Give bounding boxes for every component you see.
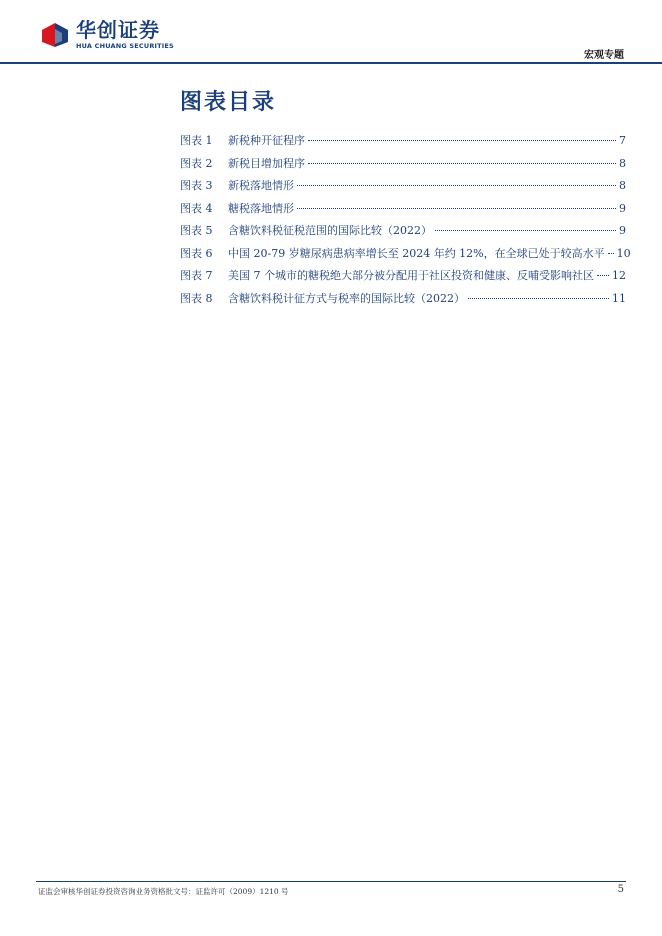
toc-item-text: 新税种开征程序 bbox=[228, 134, 305, 147]
toc-item-page: 8 bbox=[619, 179, 626, 192]
toc-item-label: 图表 8 bbox=[180, 291, 213, 305]
toc-item-page: 9 bbox=[619, 224, 626, 237]
toc-item[interactable] bbox=[180, 155, 626, 178]
toc-item-page: 9 bbox=[619, 201, 626, 215]
toc-item-page: 11 bbox=[612, 291, 626, 305]
toc-item-label: 图表 1 bbox=[180, 134, 213, 147]
toc-item-text: 新税目增加程序 bbox=[228, 156, 305, 170]
toc-item[interactable] bbox=[180, 132, 626, 155]
toc-item[interactable] bbox=[180, 177, 626, 200]
toc-leader bbox=[297, 185, 616, 186]
toc-item-label: 图表 2 bbox=[180, 156, 213, 170]
toc-item-page: 8 bbox=[619, 156, 626, 170]
toc-leader bbox=[608, 253, 614, 254]
toc-item-text: 含糖饮料税征税范围的国际比较（2022） bbox=[228, 224, 432, 237]
toc-item[interactable] bbox=[180, 290, 626, 313]
toc-item-text: 糖税落地情形 bbox=[228, 201, 294, 215]
toc-item-label: 图表 4 bbox=[180, 201, 213, 215]
page-number: 5 bbox=[617, 884, 624, 895]
toc-item-label: 图表 5 bbox=[180, 224, 213, 237]
toc-item-text: 新税落地情形 bbox=[228, 179, 294, 192]
company-logo bbox=[40, 20, 174, 50]
logo-cn-text: 华创证券 bbox=[76, 18, 160, 43]
toc-item-text: 含糖饮料税计征方式与税率的国际比较（2022） bbox=[228, 291, 465, 305]
toc-item[interactable] bbox=[180, 245, 631, 268]
page-header bbox=[0, 0, 662, 66]
toc-item-text: 美国 7 个城市的糖税绝大部分被分配用于社区投资和健康、反哺受影响社区 bbox=[228, 269, 594, 282]
toc-leader bbox=[468, 298, 609, 299]
toc-leader bbox=[308, 163, 616, 164]
toc-item-label: 图表 7 bbox=[180, 269, 213, 282]
toc-leader bbox=[597, 275, 609, 276]
toc-item-page: 7 bbox=[619, 134, 626, 147]
toc-leader bbox=[435, 230, 616, 231]
toc-item-text: 中国 20-79 岁糖尿病患病率增长至 2024 年约 12%，在全球已处于较高水平 bbox=[228, 246, 605, 260]
toc-item[interactable] bbox=[180, 200, 626, 223]
toc-item-page: 12 bbox=[612, 269, 626, 282]
toc-item-label: 图表 6 bbox=[180, 246, 213, 260]
header-divider bbox=[0, 62, 662, 64]
toc-item[interactable] bbox=[180, 267, 626, 290]
footer-license-note: 证监会审核华创证券投资咨询业务资格批文号：证监许可（2009）1210 号 bbox=[38, 887, 289, 896]
section-tag: 宏观专题 bbox=[584, 50, 624, 61]
logo-mark-icon bbox=[40, 20, 70, 50]
table-of-figures bbox=[180, 132, 631, 312]
toc-leader bbox=[297, 208, 616, 209]
toc-leader bbox=[308, 140, 616, 141]
logo-en-text: HUA CHUANG SECURITIES bbox=[76, 42, 174, 51]
toc-item-page: 10 bbox=[616, 246, 631, 260]
footer-divider bbox=[36, 881, 626, 882]
toc-item[interactable] bbox=[180, 222, 626, 245]
page-title: 图表目录 bbox=[180, 90, 277, 115]
toc-item-label: 图表 3 bbox=[180, 179, 213, 192]
